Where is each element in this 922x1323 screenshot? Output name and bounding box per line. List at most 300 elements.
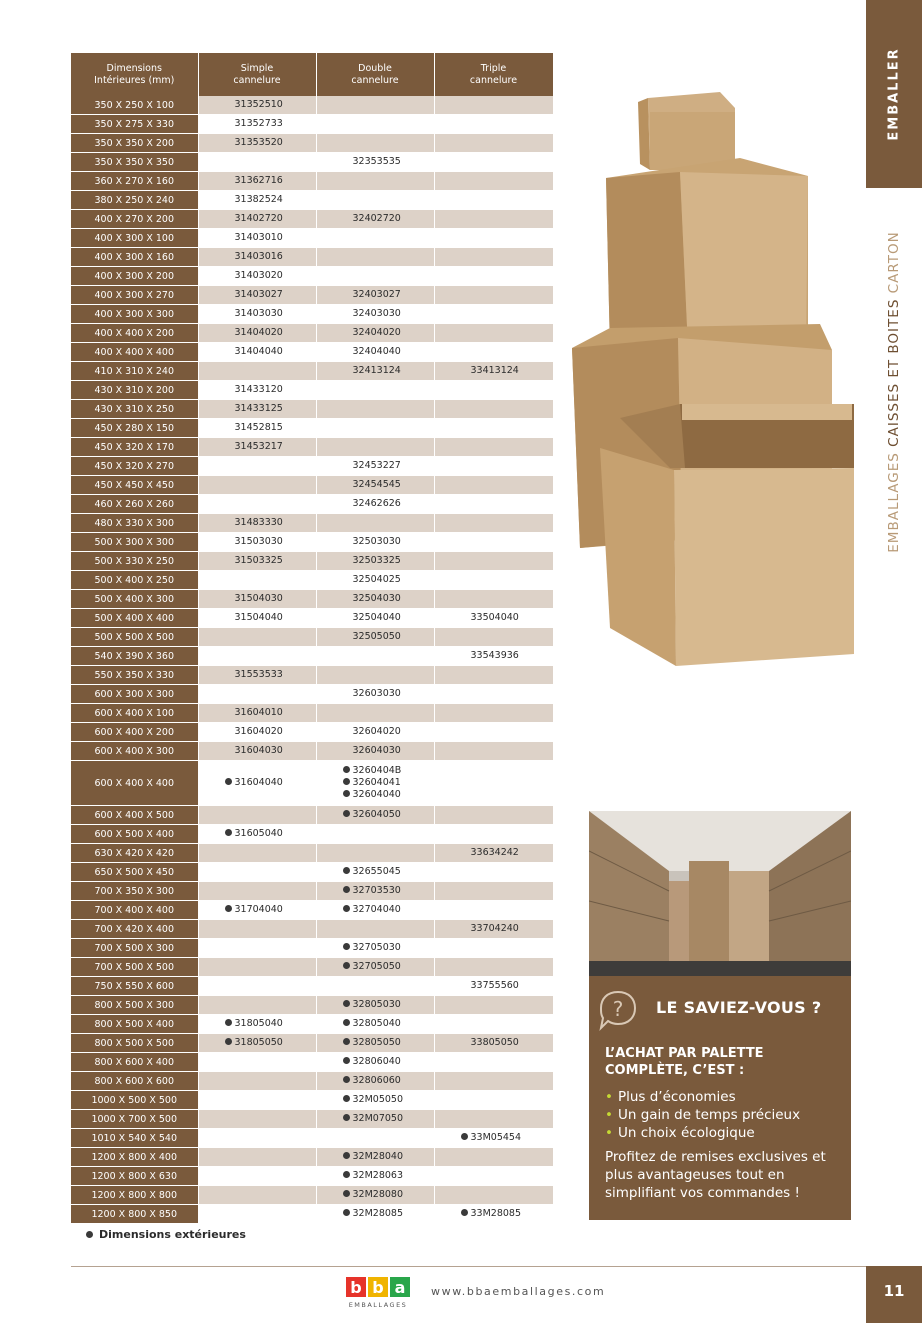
reference-cell bbox=[316, 1015, 434, 1034]
reference-cell bbox=[198, 939, 316, 958]
table-row bbox=[71, 134, 553, 153]
table-row bbox=[71, 1015, 553, 1034]
table-row bbox=[71, 901, 553, 920]
reference-cell bbox=[316, 901, 434, 920]
reference-code: 32805040 bbox=[317, 1018, 434, 1030]
reference-code: 31403010 bbox=[234, 232, 283, 243]
reference-cell bbox=[316, 495, 434, 514]
reference-cell bbox=[434, 977, 553, 996]
reference-cell bbox=[434, 742, 553, 761]
svg-text:EMBALLAGES: EMBALLAGES bbox=[348, 1301, 408, 1309]
table-row bbox=[71, 1148, 553, 1167]
reference-cell bbox=[434, 115, 553, 134]
table-row bbox=[71, 1034, 553, 1053]
reference-code: 33704240 bbox=[470, 923, 519, 934]
reference-code: 32503030 bbox=[352, 536, 401, 547]
reference-cell bbox=[198, 647, 316, 666]
exterior-dimension-dot-icon bbox=[343, 766, 350, 773]
reference-code: 32M28063 bbox=[317, 1170, 434, 1182]
reference-cell bbox=[198, 685, 316, 704]
reference-code: 32604020 bbox=[352, 726, 401, 737]
reference-code: 32504025 bbox=[352, 574, 401, 585]
reference-cell bbox=[434, 806, 553, 825]
reference-cell bbox=[434, 666, 553, 685]
dimension-cell: 1000 X 500 X 500 bbox=[71, 1091, 198, 1110]
dimension-cell: 430 X 310 X 250 bbox=[71, 400, 198, 419]
reference-cell bbox=[316, 476, 434, 495]
info-title: LE SAVIEZ-VOUS ? bbox=[656, 998, 822, 1017]
reference-cell bbox=[198, 1186, 316, 1205]
table-header-row bbox=[71, 53, 553, 96]
reference-cell bbox=[198, 1072, 316, 1091]
reference-cell bbox=[198, 457, 316, 476]
table-row bbox=[71, 685, 553, 704]
reference-cell bbox=[198, 901, 316, 920]
reference-cell bbox=[316, 286, 434, 305]
svg-text:?: ? bbox=[612, 997, 624, 1021]
reference-cell bbox=[316, 806, 434, 825]
info-note: Profitez de remises exclusives et plus avantageuses tout en simplifiant vos commandes ! bbox=[605, 1149, 826, 1201]
reference-code: 31805040 bbox=[199, 1018, 316, 1030]
dimension-cell: 400 X 400 X 200 bbox=[71, 324, 198, 343]
reference-code: 31402720 bbox=[234, 213, 283, 224]
reference-code: 32402720 bbox=[352, 213, 401, 224]
reference-cell bbox=[198, 96, 316, 115]
dimension-cell: 650 X 500 X 450 bbox=[71, 863, 198, 882]
reference-cell bbox=[434, 552, 553, 571]
table-row bbox=[71, 882, 553, 901]
reference-cell bbox=[316, 1205, 434, 1224]
reference-cell bbox=[198, 134, 316, 153]
reference-code: 31404020 bbox=[234, 327, 283, 338]
warehouse-photo bbox=[589, 811, 851, 976]
table-row bbox=[71, 1091, 553, 1110]
table-row bbox=[71, 495, 553, 514]
website-url[interactable]: www.bbaemballages.com bbox=[431, 1285, 606, 1298]
reference-cell bbox=[198, 343, 316, 362]
table-row bbox=[71, 362, 553, 381]
reference-code: 3260404B bbox=[317, 765, 434, 777]
table-row bbox=[71, 863, 553, 882]
dimension-cell: 700 X 350 X 300 bbox=[71, 882, 198, 901]
reference-cell bbox=[198, 305, 316, 324]
reference-code: 32604050 bbox=[317, 809, 434, 821]
bullet-dot-icon bbox=[86, 1231, 93, 1238]
reference-cell bbox=[198, 1110, 316, 1129]
reference-cell bbox=[316, 1034, 434, 1053]
reference-cell bbox=[316, 381, 434, 400]
dimension-cell: 400 X 300 X 300 bbox=[71, 305, 198, 324]
dimension-cell: 450 X 320 X 170 bbox=[71, 438, 198, 457]
reference-cell bbox=[198, 1053, 316, 1072]
reference-code: 33634242 bbox=[470, 847, 519, 858]
reference-cell bbox=[316, 996, 434, 1015]
reference-cell bbox=[198, 552, 316, 571]
reference-cell bbox=[434, 1053, 553, 1072]
table-row bbox=[71, 1186, 553, 1205]
table-row bbox=[71, 920, 553, 939]
reference-cell bbox=[316, 400, 434, 419]
exterior-dimension-dot-icon bbox=[343, 1038, 350, 1045]
table-row bbox=[71, 571, 553, 590]
exterior-dimension-dot-icon bbox=[343, 962, 350, 969]
exterior-dimension-dot-icon bbox=[225, 778, 232, 785]
reference-cell bbox=[316, 324, 434, 343]
reference-cell bbox=[316, 1148, 434, 1167]
table-row bbox=[71, 609, 553, 628]
table-row bbox=[71, 1053, 553, 1072]
reference-code: 32604040 bbox=[317, 789, 434, 801]
reference-cell bbox=[198, 863, 316, 882]
info-bullet: • Un gain de temps précieux bbox=[605, 1106, 800, 1124]
reference-code: 32604041 bbox=[317, 777, 434, 789]
table-row bbox=[71, 1167, 553, 1186]
reference-code: 32603030 bbox=[352, 688, 401, 699]
subtitle-part-3: CARTON bbox=[886, 231, 902, 294]
reference-code: 33M28085 bbox=[435, 1208, 553, 1220]
reference-cell bbox=[434, 305, 553, 324]
reference-code: 32M28085 bbox=[317, 1208, 434, 1220]
reference-cell bbox=[434, 723, 553, 742]
reference-cell bbox=[198, 590, 316, 609]
reference-cell bbox=[434, 191, 553, 210]
info-lead: L’ACHAT PAR PALETTE COMPLÈTE, C’EST : bbox=[605, 1046, 764, 1078]
reference-cell bbox=[434, 863, 553, 882]
dimension-cell: 600 X 400 X 400 bbox=[71, 761, 198, 806]
reference-cell bbox=[434, 533, 553, 552]
table-row bbox=[71, 761, 553, 806]
reference-cell bbox=[316, 609, 434, 628]
reference-cell bbox=[316, 571, 434, 590]
table-row bbox=[71, 229, 553, 248]
dimension-cell: 500 X 400 X 300 bbox=[71, 590, 198, 609]
exterior-dimension-dot-icon bbox=[343, 1209, 350, 1216]
reference-cell bbox=[316, 825, 434, 844]
reference-code: 32M05050 bbox=[317, 1094, 434, 1106]
box-reference-table bbox=[71, 53, 554, 1224]
reference-cell bbox=[198, 172, 316, 191]
reference-cell bbox=[434, 324, 553, 343]
reference-cell bbox=[316, 1167, 434, 1186]
reference-cell bbox=[198, 1205, 316, 1224]
reference-cell bbox=[198, 742, 316, 761]
reference-code: 32705050 bbox=[317, 961, 434, 973]
reference-cell bbox=[434, 1072, 553, 1091]
exterior-dimension-dot-icon bbox=[343, 867, 350, 874]
dimension-cell: 430 X 310 X 200 bbox=[71, 381, 198, 400]
reference-cell bbox=[198, 977, 316, 996]
reference-cell bbox=[434, 172, 553, 191]
dimension-cell: 500 X 330 X 250 bbox=[71, 552, 198, 571]
reference-cell bbox=[316, 647, 434, 666]
table-row bbox=[71, 647, 553, 666]
column-header: Simple cannelure bbox=[198, 53, 316, 96]
exterior-dimension-dot-icon bbox=[343, 1057, 350, 1064]
dimension-cell: 500 X 300 X 300 bbox=[71, 533, 198, 552]
dimension-cell: 700 X 420 X 400 bbox=[71, 920, 198, 939]
dimension-cell: 350 X 350 X 350 bbox=[71, 153, 198, 172]
column-header: Double cannelure bbox=[316, 53, 434, 96]
reference-cell bbox=[198, 514, 316, 533]
reference-cell bbox=[198, 267, 316, 286]
reference-cell bbox=[316, 457, 434, 476]
reference-cell bbox=[434, 1148, 553, 1167]
reference-code: 32503325 bbox=[352, 555, 401, 566]
reference-code: 31433125 bbox=[234, 403, 283, 414]
table-row bbox=[71, 267, 553, 286]
subtitle-part-1: EMBALLAGES bbox=[886, 452, 902, 553]
reference-code: 33805050 bbox=[470, 1037, 519, 1048]
section-subtitle bbox=[886, 231, 902, 552]
reference-code: 32703530 bbox=[317, 885, 434, 897]
table-row bbox=[71, 628, 553, 647]
dimension-cell: 600 X 500 X 400 bbox=[71, 825, 198, 844]
reference-cell bbox=[198, 844, 316, 863]
cardboard-boxes-illustration bbox=[570, 88, 854, 668]
reference-cell bbox=[434, 1186, 553, 1205]
reference-cell bbox=[434, 96, 553, 115]
table-row bbox=[71, 210, 553, 229]
table-row bbox=[71, 400, 553, 419]
reference-cell bbox=[198, 571, 316, 590]
dimension-cell: 600 X 300 X 300 bbox=[71, 685, 198, 704]
reference-code: 31504030 bbox=[234, 593, 283, 604]
dimension-cell: 400 X 300 X 100 bbox=[71, 229, 198, 248]
reference-cell bbox=[198, 362, 316, 381]
dimension-cell: 500 X 400 X 400 bbox=[71, 609, 198, 628]
reference-cell bbox=[198, 761, 316, 806]
reference-cell bbox=[434, 1129, 553, 1148]
dimension-cell: 400 X 270 X 200 bbox=[71, 210, 198, 229]
reference-cell bbox=[198, 723, 316, 742]
reference-code: 33413124 bbox=[470, 365, 519, 376]
reference-cell bbox=[434, 920, 553, 939]
dimension-cell: 800 X 500 X 300 bbox=[71, 996, 198, 1015]
dimension-cell: 800 X 600 X 400 bbox=[71, 1053, 198, 1072]
reference-code: 32M28040 bbox=[317, 1151, 434, 1163]
dimension-cell: 750 X 550 X 600 bbox=[71, 977, 198, 996]
dimension-cell: 460 X 260 X 260 bbox=[71, 495, 198, 514]
reference-cell bbox=[434, 229, 553, 248]
reference-code: 33M05454 bbox=[435, 1132, 553, 1144]
dimension-cell: 350 X 250 X 100 bbox=[71, 96, 198, 115]
reference-cell bbox=[316, 1110, 434, 1129]
reference-cell bbox=[316, 939, 434, 958]
reference-code: 31604010 bbox=[234, 707, 283, 718]
reference-cell bbox=[198, 1148, 316, 1167]
reference-cell bbox=[434, 381, 553, 400]
dimension-cell: 1200 X 800 X 800 bbox=[71, 1186, 198, 1205]
table-row bbox=[71, 1110, 553, 1129]
reference-cell bbox=[198, 286, 316, 305]
reference-cell bbox=[316, 229, 434, 248]
table-row bbox=[71, 381, 553, 400]
column-header: Triple cannelure bbox=[434, 53, 553, 96]
reference-cell bbox=[434, 704, 553, 723]
reference-code: 31805050 bbox=[199, 1037, 316, 1049]
reference-code: 32454545 bbox=[352, 479, 401, 490]
reference-cell bbox=[434, 1091, 553, 1110]
reference-cell bbox=[198, 1034, 316, 1053]
reference-cell bbox=[316, 172, 434, 191]
subtitle-part-2: CAISSES ET BOITES bbox=[886, 298, 902, 447]
reference-cell bbox=[316, 1053, 434, 1072]
reference-code: 31433120 bbox=[234, 384, 283, 395]
table-row bbox=[71, 742, 553, 761]
legend bbox=[86, 1228, 246, 1241]
reference-cell bbox=[198, 1167, 316, 1186]
reference-cell bbox=[198, 153, 316, 172]
reference-cell bbox=[434, 457, 553, 476]
reference-cell bbox=[198, 882, 316, 901]
reference-cell bbox=[434, 1167, 553, 1186]
reference-cell bbox=[198, 400, 316, 419]
reference-cell bbox=[198, 825, 316, 844]
exterior-dimension-dot-icon bbox=[225, 905, 232, 912]
reference-cell bbox=[316, 419, 434, 438]
reference-code: 31704040 bbox=[199, 904, 316, 916]
reference-cell bbox=[434, 153, 553, 172]
table-row bbox=[71, 115, 553, 134]
reference-code: 32353535 bbox=[352, 156, 401, 167]
table-row bbox=[71, 305, 553, 324]
reference-cell bbox=[434, 609, 553, 628]
reference-cell bbox=[198, 996, 316, 1015]
reference-cell bbox=[316, 1186, 434, 1205]
reference-cell bbox=[316, 134, 434, 153]
reference-cell bbox=[434, 438, 553, 457]
reference-cell bbox=[316, 514, 434, 533]
exterior-dimension-dot-icon bbox=[343, 1171, 350, 1178]
reference-cell bbox=[316, 882, 434, 901]
dimension-cell: 450 X 450 X 450 bbox=[71, 476, 198, 495]
svg-text:a: a bbox=[394, 1278, 406, 1297]
reference-cell bbox=[316, 704, 434, 723]
exterior-dimension-dot-icon bbox=[225, 1019, 232, 1026]
reference-cell bbox=[198, 115, 316, 134]
reference-cell bbox=[434, 248, 553, 267]
reference-cell bbox=[434, 210, 553, 229]
table-row bbox=[71, 457, 553, 476]
table-row bbox=[71, 96, 553, 115]
reference-cell bbox=[198, 806, 316, 825]
reference-code: 32704040 bbox=[317, 904, 434, 916]
bba-logo bbox=[336, 1275, 420, 1309]
exterior-dimension-dot-icon bbox=[343, 778, 350, 785]
table-row bbox=[71, 552, 553, 571]
reference-cell bbox=[434, 1015, 553, 1034]
exterior-dimension-dot-icon bbox=[343, 790, 350, 797]
table-row bbox=[71, 514, 553, 533]
table-row bbox=[71, 286, 553, 305]
reference-cell bbox=[316, 742, 434, 761]
table-row bbox=[71, 1072, 553, 1091]
reference-cell bbox=[434, 958, 553, 977]
table-row bbox=[71, 723, 553, 742]
table-row bbox=[71, 939, 553, 958]
dimension-cell: 480 X 330 X 300 bbox=[71, 514, 198, 533]
info-bullet: • Un choix écologique bbox=[605, 1124, 800, 1142]
reference-cell bbox=[316, 343, 434, 362]
reference-cell bbox=[198, 229, 316, 248]
dimension-cell: 400 X 300 X 200 bbox=[71, 267, 198, 286]
reference-code: 32404040 bbox=[352, 346, 401, 357]
reference-cell bbox=[434, 1110, 553, 1129]
reference-cell bbox=[198, 495, 316, 514]
reference-cell bbox=[316, 552, 434, 571]
reference-code: 32403027 bbox=[352, 289, 401, 300]
reference-cell bbox=[316, 153, 434, 172]
reference-cell bbox=[434, 400, 553, 419]
table-row bbox=[71, 248, 553, 267]
reference-code: 33543936 bbox=[470, 650, 519, 661]
dimension-cell: 400 X 300 X 160 bbox=[71, 248, 198, 267]
exterior-dimension-dot-icon bbox=[343, 943, 350, 950]
dimension-cell: 800 X 500 X 400 bbox=[71, 1015, 198, 1034]
dimension-cell: 700 X 500 X 500 bbox=[71, 958, 198, 977]
reference-cell bbox=[198, 248, 316, 267]
reference-cell bbox=[198, 438, 316, 457]
exterior-dimension-dot-icon bbox=[343, 1019, 350, 1026]
info-bullet: • Plus d’économies bbox=[605, 1088, 800, 1106]
reference-code: 32462626 bbox=[352, 498, 401, 509]
table-row bbox=[71, 324, 553, 343]
dimension-cell: 600 X 400 X 300 bbox=[71, 742, 198, 761]
footer-divider bbox=[71, 1266, 866, 1267]
reference-cell bbox=[198, 210, 316, 229]
table-row bbox=[71, 476, 553, 495]
dimension-cell: 500 X 500 X 500 bbox=[71, 628, 198, 647]
reference-cell bbox=[198, 191, 316, 210]
table-row bbox=[71, 172, 553, 191]
page-number: 11 bbox=[866, 1266, 922, 1323]
dimension-cell: 1200 X 800 X 400 bbox=[71, 1148, 198, 1167]
section-tab bbox=[866, 0, 922, 188]
table-row bbox=[71, 343, 553, 362]
exterior-dimension-dot-icon bbox=[343, 1152, 350, 1159]
dimension-cell: 540 X 390 X 360 bbox=[71, 647, 198, 666]
reference-cell bbox=[316, 267, 434, 286]
reference-code: 32604030 bbox=[352, 745, 401, 756]
dimension-cell: 410 X 310 X 240 bbox=[71, 362, 198, 381]
table-row bbox=[71, 419, 553, 438]
reference-cell bbox=[198, 1129, 316, 1148]
reference-cell bbox=[316, 920, 434, 939]
reference-cell bbox=[316, 863, 434, 882]
reference-cell bbox=[198, 476, 316, 495]
reference-cell bbox=[316, 96, 434, 115]
reference-code: 32806060 bbox=[317, 1075, 434, 1087]
exterior-dimension-dot-icon bbox=[461, 1133, 468, 1140]
dimension-cell: 600 X 400 X 100 bbox=[71, 704, 198, 723]
reference-code: 31604040 bbox=[199, 777, 316, 789]
exterior-dimension-dot-icon bbox=[343, 1000, 350, 1007]
dimension-cell: 800 X 600 X 600 bbox=[71, 1072, 198, 1091]
reference-code: 31504040 bbox=[234, 612, 283, 623]
reference-cell bbox=[434, 134, 553, 153]
reference-cell bbox=[434, 495, 553, 514]
dimension-cell: 400 X 400 X 400 bbox=[71, 343, 198, 362]
reference-code: 31503325 bbox=[234, 555, 283, 566]
table-row bbox=[71, 1129, 553, 1148]
exterior-dimension-dot-icon bbox=[343, 1114, 350, 1121]
table-row bbox=[71, 958, 553, 977]
reference-code: 31452815 bbox=[234, 422, 283, 433]
info-bullets bbox=[605, 1088, 800, 1142]
dimension-cell: 1200 X 800 X 850 bbox=[71, 1205, 198, 1224]
reference-cell bbox=[198, 628, 316, 647]
dimension-cell: 350 X 275 X 330 bbox=[71, 115, 198, 134]
